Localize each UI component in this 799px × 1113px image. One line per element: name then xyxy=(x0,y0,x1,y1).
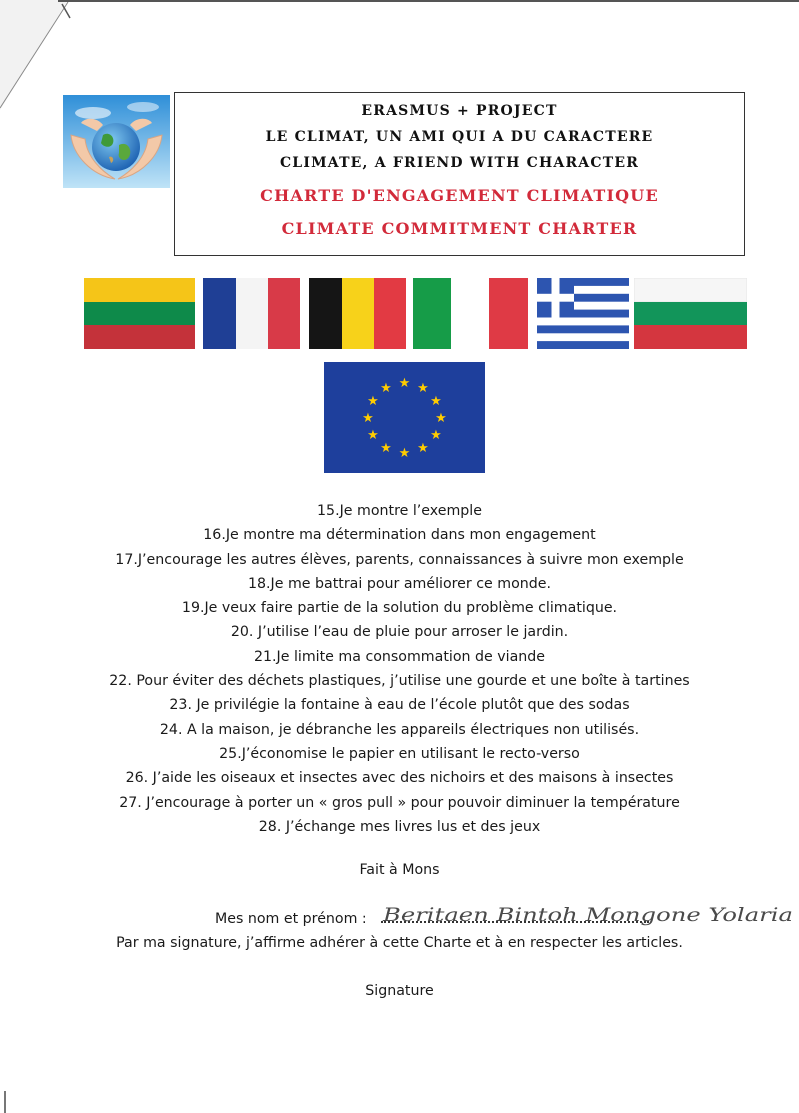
svg-text:★: ★ xyxy=(367,428,379,443)
svg-text:★: ★ xyxy=(430,394,442,409)
svg-text:★: ★ xyxy=(367,394,379,409)
list-item: 18.Je me battrai pour améliorer ce monde. xyxy=(247,575,552,592)
name-field-row xyxy=(215,897,799,937)
svg-text:★: ★ xyxy=(380,441,392,456)
flag-italy-icon xyxy=(413,278,528,349)
svg-text:★: ★ xyxy=(398,376,411,391)
project-title: ERASMUS + PROJECT xyxy=(361,103,558,119)
svg-text:★: ★ xyxy=(380,381,392,396)
list-item: 23. Je privilégie la fontaine à eau de l’école plutôt que des sodas xyxy=(169,697,630,714)
svg-text:★: ★ xyxy=(417,381,429,396)
svg-text:★: ★ xyxy=(430,428,442,443)
svg-text:★: ★ xyxy=(398,446,411,461)
place-line: Fait à Mons xyxy=(359,862,440,878)
list-item: 17.J’encourage les autres élèves, parents, connaissances à suivre mon exemple xyxy=(115,551,684,568)
flag-france-icon xyxy=(203,278,300,349)
list-item: 16.Je montre ma détermination dans mon engagement xyxy=(203,527,596,544)
charter-title-en: CLIMATE COMMITMENT CHARTER xyxy=(281,219,638,238)
commitment-list xyxy=(0,499,799,839)
list-item: 22. Pour éviter des déchets plastiques, j’utilise une gourde et une boîte à tartines xyxy=(109,673,690,690)
list-item: 19.Je veux faire partie de la solution du problème climatique. xyxy=(181,600,618,617)
signature-statement: Par ma signature, j’affirme adhérer à cette Charte et à en respecter les articles. xyxy=(116,935,683,951)
list-item: 24. A la maison, je débranche les appareils électriques non utilisés. xyxy=(159,721,640,738)
signature-label: Signature xyxy=(365,983,434,999)
scan-edge-top xyxy=(58,0,799,2)
list-item: 20. J’utilise l’eau de pluie pour arroser le jardin. xyxy=(230,624,569,641)
charter-title-fr: CHARTE D'ENGAGEMENT CLIMATIQUE xyxy=(260,186,659,205)
flag-lithuania-icon xyxy=(84,278,195,349)
svg-text:Beritaen Bintoh Mongone Yolari: Beritaen Bintoh Mongone Yolaria xyxy=(381,904,793,926)
svg-text:★: ★ xyxy=(362,411,374,426)
list-item: 28. J’échange mes livres lus et des jeux xyxy=(258,818,541,835)
list-item: 26. J’aide les oiseaux et insectes avec des nichoirs et des maisons à insectes xyxy=(125,770,674,787)
svg-text:★: ★ xyxy=(417,441,429,456)
name-label: Mes nom et prénom : xyxy=(215,911,367,927)
flag-belgium-icon xyxy=(309,278,406,349)
scan-edge-left xyxy=(4,1091,6,1113)
list-item: 21.Je limite ma consommation de viande xyxy=(253,648,546,665)
english-subtitle: CLIMATE, A FRIEND WITH CHARACTER xyxy=(279,155,640,171)
svg-text:★: ★ xyxy=(435,411,447,426)
flag-bulgaria-icon xyxy=(634,278,747,349)
french-subtitle: LE CLIMAT, UN AMI QUI A DU CARACTERE xyxy=(265,129,654,145)
list-item: 27. J’encourage à porter un « gros pull » pour pouvoir diminuer la température xyxy=(119,794,680,811)
handwritten-names xyxy=(381,897,799,929)
earth-in-hands-icon xyxy=(63,95,170,188)
title-box xyxy=(174,92,745,256)
folded-corner xyxy=(0,0,80,110)
list-item: 25.J’économise le papier en utilisant le recto-verso xyxy=(219,745,580,762)
flag-greece-icon xyxy=(537,278,629,349)
list-item: 15.Je montre l’exemple xyxy=(317,503,482,519)
flag-eu-icon xyxy=(324,362,485,473)
